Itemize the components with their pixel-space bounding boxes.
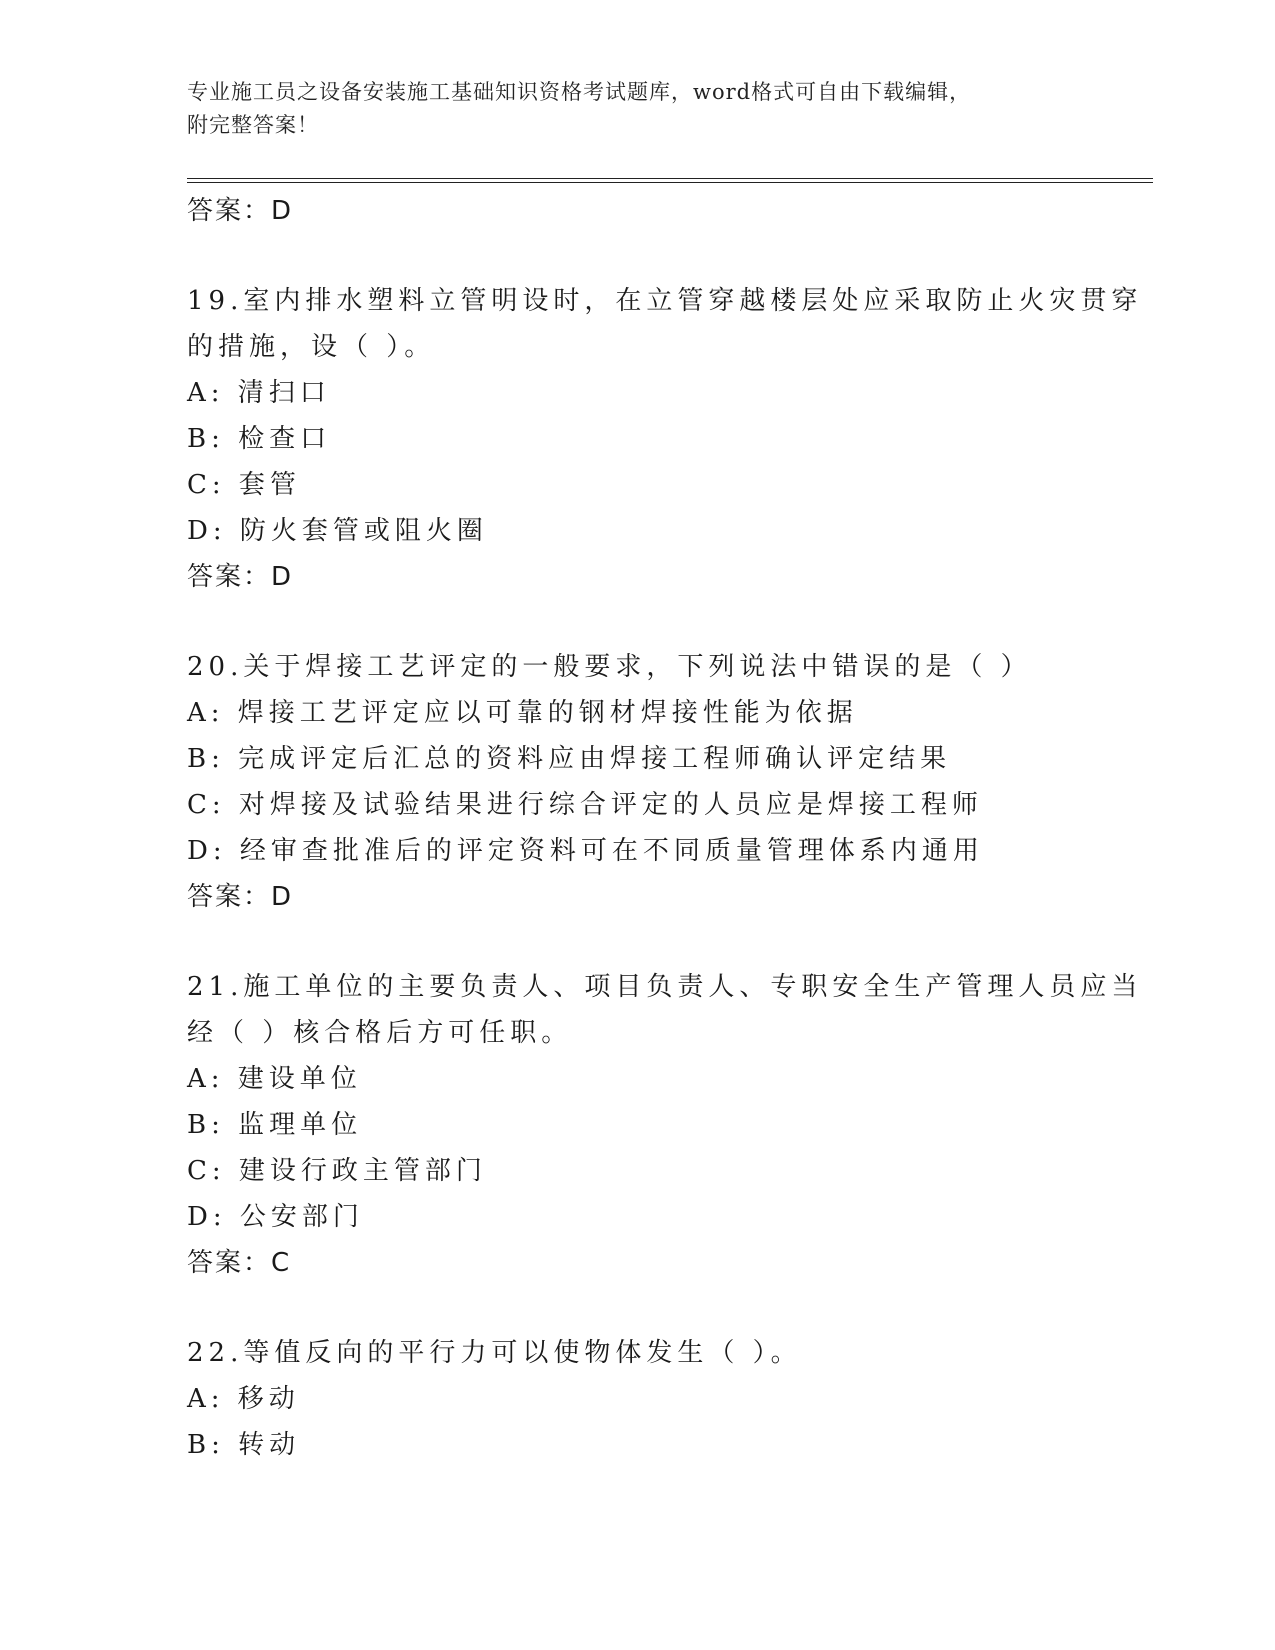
option-d: D: 公安部门 xyxy=(187,1202,364,1232)
option-d: D: 防火套管或阻火圈 xyxy=(187,516,488,546)
document-header xyxy=(187,76,1087,142)
option-b: B: 完成评定后汇总的资料应由焊接工程师确认评定结果 xyxy=(187,744,952,774)
option-b: B: 监理单位 xyxy=(187,1110,363,1140)
option-c: C: 套管 xyxy=(187,470,301,500)
option-b: B: 转动 xyxy=(187,1430,301,1460)
question-stem: 的措施，设（ ）。 xyxy=(187,332,436,362)
answer-line: 答案：D xyxy=(187,882,294,912)
question-20 xyxy=(187,644,1087,920)
option-c: C: 建设行政主管部门 xyxy=(187,1156,487,1186)
question-stem: 22.等值反向的平行力可以使物体发生（ ）。 xyxy=(187,1338,802,1368)
question-stem: 21.施工单位的主要负责人、项目负责人、专职安全生产管理人员应当 xyxy=(187,972,1143,1002)
option-d: D: 经审查批准后的评定资料可在不同质量管理体系内通用 xyxy=(187,836,984,866)
option-a: A: 移动 xyxy=(187,1384,300,1414)
option-a: A: 焊接工艺评定应以可靠的钢材焊接性能为依据 xyxy=(187,698,858,728)
option-b: B: 检查口 xyxy=(187,424,332,454)
answer-line: 答案：C xyxy=(187,1248,292,1278)
answer-line: 答案：D xyxy=(187,562,294,592)
question-list xyxy=(187,188,1143,1468)
header-divider xyxy=(187,178,1153,183)
option-c: C: 对焊接及试验结果进行综合评定的人员应是焊接工程师 xyxy=(187,790,983,820)
question-stem: 经（ ）核合格后方可任职。 xyxy=(187,1018,573,1048)
header-line-1: 专业施工员之设备安装施工基础知识资格考试题库，word格式可自由下载编辑， xyxy=(187,80,972,104)
question-stem: 19.室内排水塑料立管明设时，在立管穿越楼层处应采取防止火灾贯穿 xyxy=(187,286,1143,316)
question-21 xyxy=(187,964,1143,1286)
header-line-2: 附完整答案！ xyxy=(187,113,319,137)
question-stem: 20.关于焊接工艺评定的一般要求，下列说法中错误的是（ ） xyxy=(187,652,1032,682)
option-a: A: 建设单位 xyxy=(187,1064,362,1094)
question-22 xyxy=(187,1330,1087,1468)
option-a: A: 清扫口 xyxy=(187,378,331,408)
answer-line: 答案：D xyxy=(187,196,294,226)
question-19 xyxy=(187,278,1143,600)
